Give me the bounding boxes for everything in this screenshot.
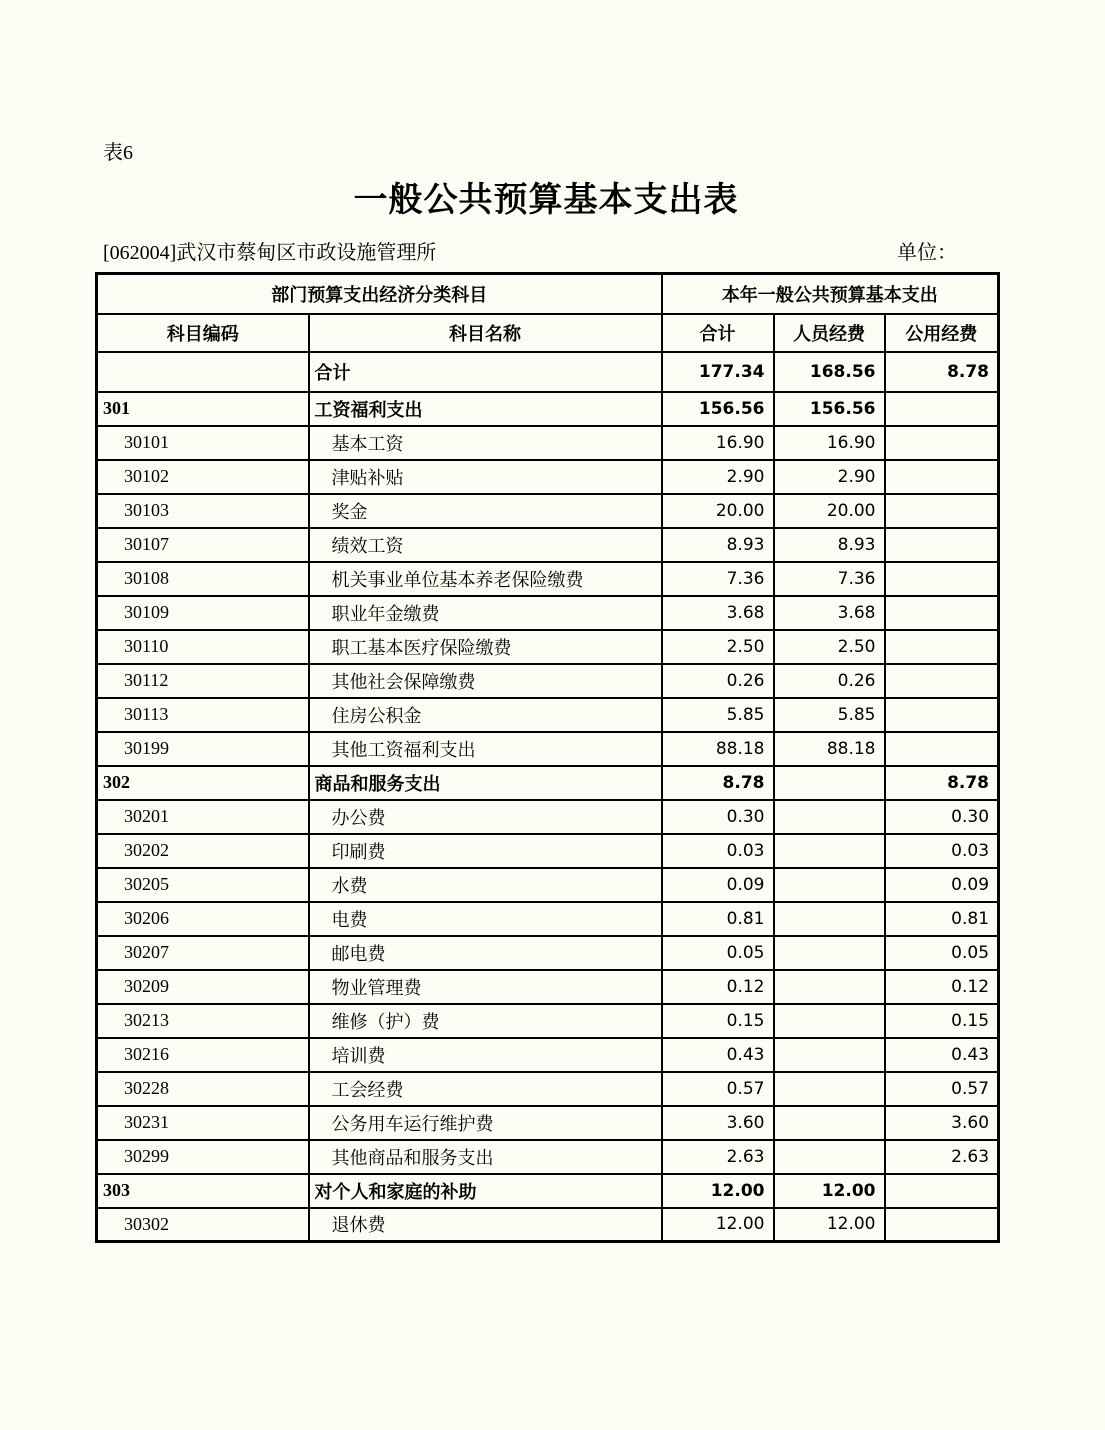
- cell-code: 30110: [97, 630, 309, 664]
- cell-code: 30107: [97, 528, 309, 562]
- cell-personnel: [774, 1072, 885, 1106]
- cell-total: 0.81: [662, 902, 774, 936]
- cell-public: 8.78: [885, 352, 999, 392]
- cell-code: 30108: [97, 562, 309, 596]
- table-row: [97, 970, 999, 1004]
- cell-personnel: 16.90: [774, 426, 885, 460]
- cell-public: 0.05: [885, 936, 999, 970]
- cell-code: 30207: [97, 936, 309, 970]
- cell-personnel: [774, 1106, 885, 1140]
- cell-code: 30231: [97, 1106, 309, 1140]
- cell-name: 退休费: [309, 1208, 662, 1242]
- cell-public: 0.30: [885, 800, 999, 834]
- table-row: [97, 902, 999, 936]
- cell-total: 12.00: [662, 1208, 774, 1242]
- cell-code: 30209: [97, 970, 309, 1004]
- header-columns-row: [97, 314, 999, 352]
- cell-total: 0.03: [662, 834, 774, 868]
- cell-name: 其他商品和服务支出: [309, 1140, 662, 1174]
- cell-total: 5.85: [662, 698, 774, 732]
- cell-code: 30205: [97, 868, 309, 902]
- cell-public: 0.09: [885, 868, 999, 902]
- cell-total: 3.60: [662, 1106, 774, 1140]
- cell-public: 0.03: [885, 834, 999, 868]
- cell-public: [885, 698, 999, 732]
- table-row: [97, 562, 999, 596]
- cell-code: 30201: [97, 800, 309, 834]
- table-row: [97, 732, 999, 766]
- cell-total: 0.05: [662, 936, 774, 970]
- cell-public: 2.63: [885, 1140, 999, 1174]
- cell-name: 水费: [309, 868, 662, 902]
- cell-total: 0.57: [662, 1072, 774, 1106]
- cell-name: 职工基本医疗保险缴费: [309, 630, 662, 664]
- cell-total: 3.68: [662, 596, 774, 630]
- cell-total: 8.93: [662, 528, 774, 562]
- cell-personnel: 88.18: [774, 732, 885, 766]
- cell-code: 30109: [97, 596, 309, 630]
- table-row: [97, 426, 999, 460]
- table-row: [97, 596, 999, 630]
- cell-total: 20.00: [662, 494, 774, 528]
- org-line: [95, 236, 997, 265]
- cell-personnel: [774, 1140, 885, 1174]
- column-header-code: 科目编码: [97, 314, 309, 352]
- cell-total: 8.78: [662, 766, 774, 800]
- cell-personnel: 156.56: [774, 392, 885, 426]
- table-row: [97, 1140, 999, 1174]
- cell-name: 物业管理费: [309, 970, 662, 1004]
- cell-personnel: [774, 902, 885, 936]
- cell-code: 30101: [97, 426, 309, 460]
- cell-public: [885, 732, 999, 766]
- cell-public: 0.43: [885, 1038, 999, 1072]
- table-row: [97, 766, 999, 800]
- table-header: [97, 274, 999, 352]
- cell-personnel: 12.00: [774, 1174, 885, 1208]
- cell-personnel: [774, 868, 885, 902]
- table-row: [97, 630, 999, 664]
- cell-total: 156.56: [662, 392, 774, 426]
- cell-public: [885, 1208, 999, 1242]
- cell-personnel: [774, 1038, 885, 1072]
- table-body: [97, 352, 999, 1242]
- cell-name: 培训费: [309, 1038, 662, 1072]
- table-row: [97, 664, 999, 698]
- cell-public: [885, 460, 999, 494]
- cell-name: 其他社会保障缴费: [309, 664, 662, 698]
- table-row: [97, 1004, 999, 1038]
- cell-personnel: 2.50: [774, 630, 885, 664]
- cell-name: 机关事业单位基本养老保险缴费: [309, 562, 662, 596]
- cell-name: 基本工资: [309, 426, 662, 460]
- table-row: [97, 1072, 999, 1106]
- table-row: [97, 1106, 999, 1140]
- cell-total: 0.09: [662, 868, 774, 902]
- cell-name: 邮电费: [309, 936, 662, 970]
- cell-total: 0.12: [662, 970, 774, 1004]
- cell-public: 0.81: [885, 902, 999, 936]
- cell-total: 0.26: [662, 664, 774, 698]
- cell-personnel: [774, 970, 885, 1004]
- cell-personnel: 3.68: [774, 596, 885, 630]
- cell-name: 其他工资福利支出: [309, 732, 662, 766]
- cell-personnel: 12.00: [774, 1208, 885, 1242]
- table-row: [97, 528, 999, 562]
- table-row: [97, 1174, 999, 1208]
- cell-code: 30206: [97, 902, 309, 936]
- cell-code: 30302: [97, 1208, 309, 1242]
- table-row: [97, 1038, 999, 1072]
- cell-total: 2.50: [662, 630, 774, 664]
- cell-personnel: 5.85: [774, 698, 885, 732]
- cell-name: 商品和服务支出: [309, 766, 662, 800]
- cell-personnel: 168.56: [774, 352, 885, 392]
- table-row: [97, 352, 999, 392]
- table-row: [97, 494, 999, 528]
- table-row: [97, 936, 999, 970]
- cell-name: 工会经费: [309, 1072, 662, 1106]
- cell-public: [885, 1174, 999, 1208]
- cell-name: 奖金: [309, 494, 662, 528]
- cell-name: 电费: [309, 902, 662, 936]
- cell-code: 30112: [97, 664, 309, 698]
- unit-label: 单位：: [897, 242, 957, 264]
- cell-code: 30113: [97, 698, 309, 732]
- cell-name: 住房公积金: [309, 698, 662, 732]
- cell-public: [885, 664, 999, 698]
- cell-public: [885, 392, 999, 426]
- cell-public: 3.60: [885, 1106, 999, 1140]
- cell-total: 88.18: [662, 732, 774, 766]
- table-row: [97, 868, 999, 902]
- table-row: [97, 392, 999, 426]
- cell-personnel: 2.90: [774, 460, 885, 494]
- cell-name: 合计: [309, 352, 662, 392]
- cell-name: 职业年金缴费: [309, 596, 662, 630]
- table-row: [97, 800, 999, 834]
- cell-code: 30102: [97, 460, 309, 494]
- cell-name: 维修（护）费: [309, 1004, 662, 1038]
- table-row: [97, 834, 999, 868]
- cell-code: [97, 352, 309, 392]
- cell-public: [885, 596, 999, 630]
- cell-personnel: [774, 936, 885, 970]
- cell-code: 30213: [97, 1004, 309, 1038]
- budget-table: [95, 272, 1000, 1243]
- cell-total: 7.36: [662, 562, 774, 596]
- cell-name: 办公费: [309, 800, 662, 834]
- cell-total: 0.15: [662, 1004, 774, 1038]
- cell-code: 30299: [97, 1140, 309, 1174]
- cell-total: 12.00: [662, 1174, 774, 1208]
- header-budget-group: 本年一般公共预算基本支出: [662, 274, 999, 314]
- cell-public: [885, 494, 999, 528]
- cell-public: 0.15: [885, 1004, 999, 1038]
- cell-personnel: 7.36: [774, 562, 885, 596]
- header-group-row: [97, 274, 999, 314]
- cell-public: 0.57: [885, 1072, 999, 1106]
- cell-public: [885, 630, 999, 664]
- cell-code: 303: [97, 1174, 309, 1208]
- column-header-total: 合计: [662, 314, 774, 352]
- cell-code: 30228: [97, 1072, 309, 1106]
- cell-personnel: 8.93: [774, 528, 885, 562]
- cell-total: 177.34: [662, 352, 774, 392]
- column-header-personnel: 人员经费: [774, 314, 885, 352]
- cell-personnel: [774, 834, 885, 868]
- cell-personnel: [774, 766, 885, 800]
- cell-public: [885, 426, 999, 460]
- table-row: [97, 1208, 999, 1242]
- cell-total: 16.90: [662, 426, 774, 460]
- cell-total: 0.30: [662, 800, 774, 834]
- cell-public: 0.12: [885, 970, 999, 1004]
- cell-name: 对个人和家庭的补助: [309, 1174, 662, 1208]
- cell-code: 301: [97, 392, 309, 426]
- header-subject-group: 部门预算支出经济分类科目: [97, 274, 662, 314]
- page-title: 一般公共预算基本支出表: [353, 182, 739, 219]
- column-header-public: 公用经费: [885, 314, 999, 352]
- cell-code: 30103: [97, 494, 309, 528]
- cell-personnel: [774, 1004, 885, 1038]
- cell-code: 30216: [97, 1038, 309, 1072]
- cell-code: 302: [97, 766, 309, 800]
- cell-name: 印刷费: [309, 834, 662, 868]
- cell-personnel: 0.26: [774, 664, 885, 698]
- cell-name: 津贴补贴: [309, 460, 662, 494]
- table-tag: 表6: [103, 142, 133, 164]
- cell-name: 工资福利支出: [309, 392, 662, 426]
- cell-total: 2.90: [662, 460, 774, 494]
- cell-code: 30202: [97, 834, 309, 868]
- table-row: [97, 698, 999, 732]
- cell-personnel: [774, 800, 885, 834]
- cell-public: [885, 528, 999, 562]
- table-row: [97, 460, 999, 494]
- cell-name: 公务用车运行维护费: [309, 1106, 662, 1140]
- cell-name: 绩效工资: [309, 528, 662, 562]
- org-code-name: [062004]武汉市蔡甸区市政设施管理所: [103, 242, 437, 264]
- cell-personnel: 20.00: [774, 494, 885, 528]
- column-header-name: 科目名称: [309, 314, 662, 352]
- cell-public: [885, 562, 999, 596]
- cell-total: 2.63: [662, 1140, 774, 1174]
- cell-public: 8.78: [885, 766, 999, 800]
- cell-code: 30199: [97, 732, 309, 766]
- cell-total: 0.43: [662, 1038, 774, 1072]
